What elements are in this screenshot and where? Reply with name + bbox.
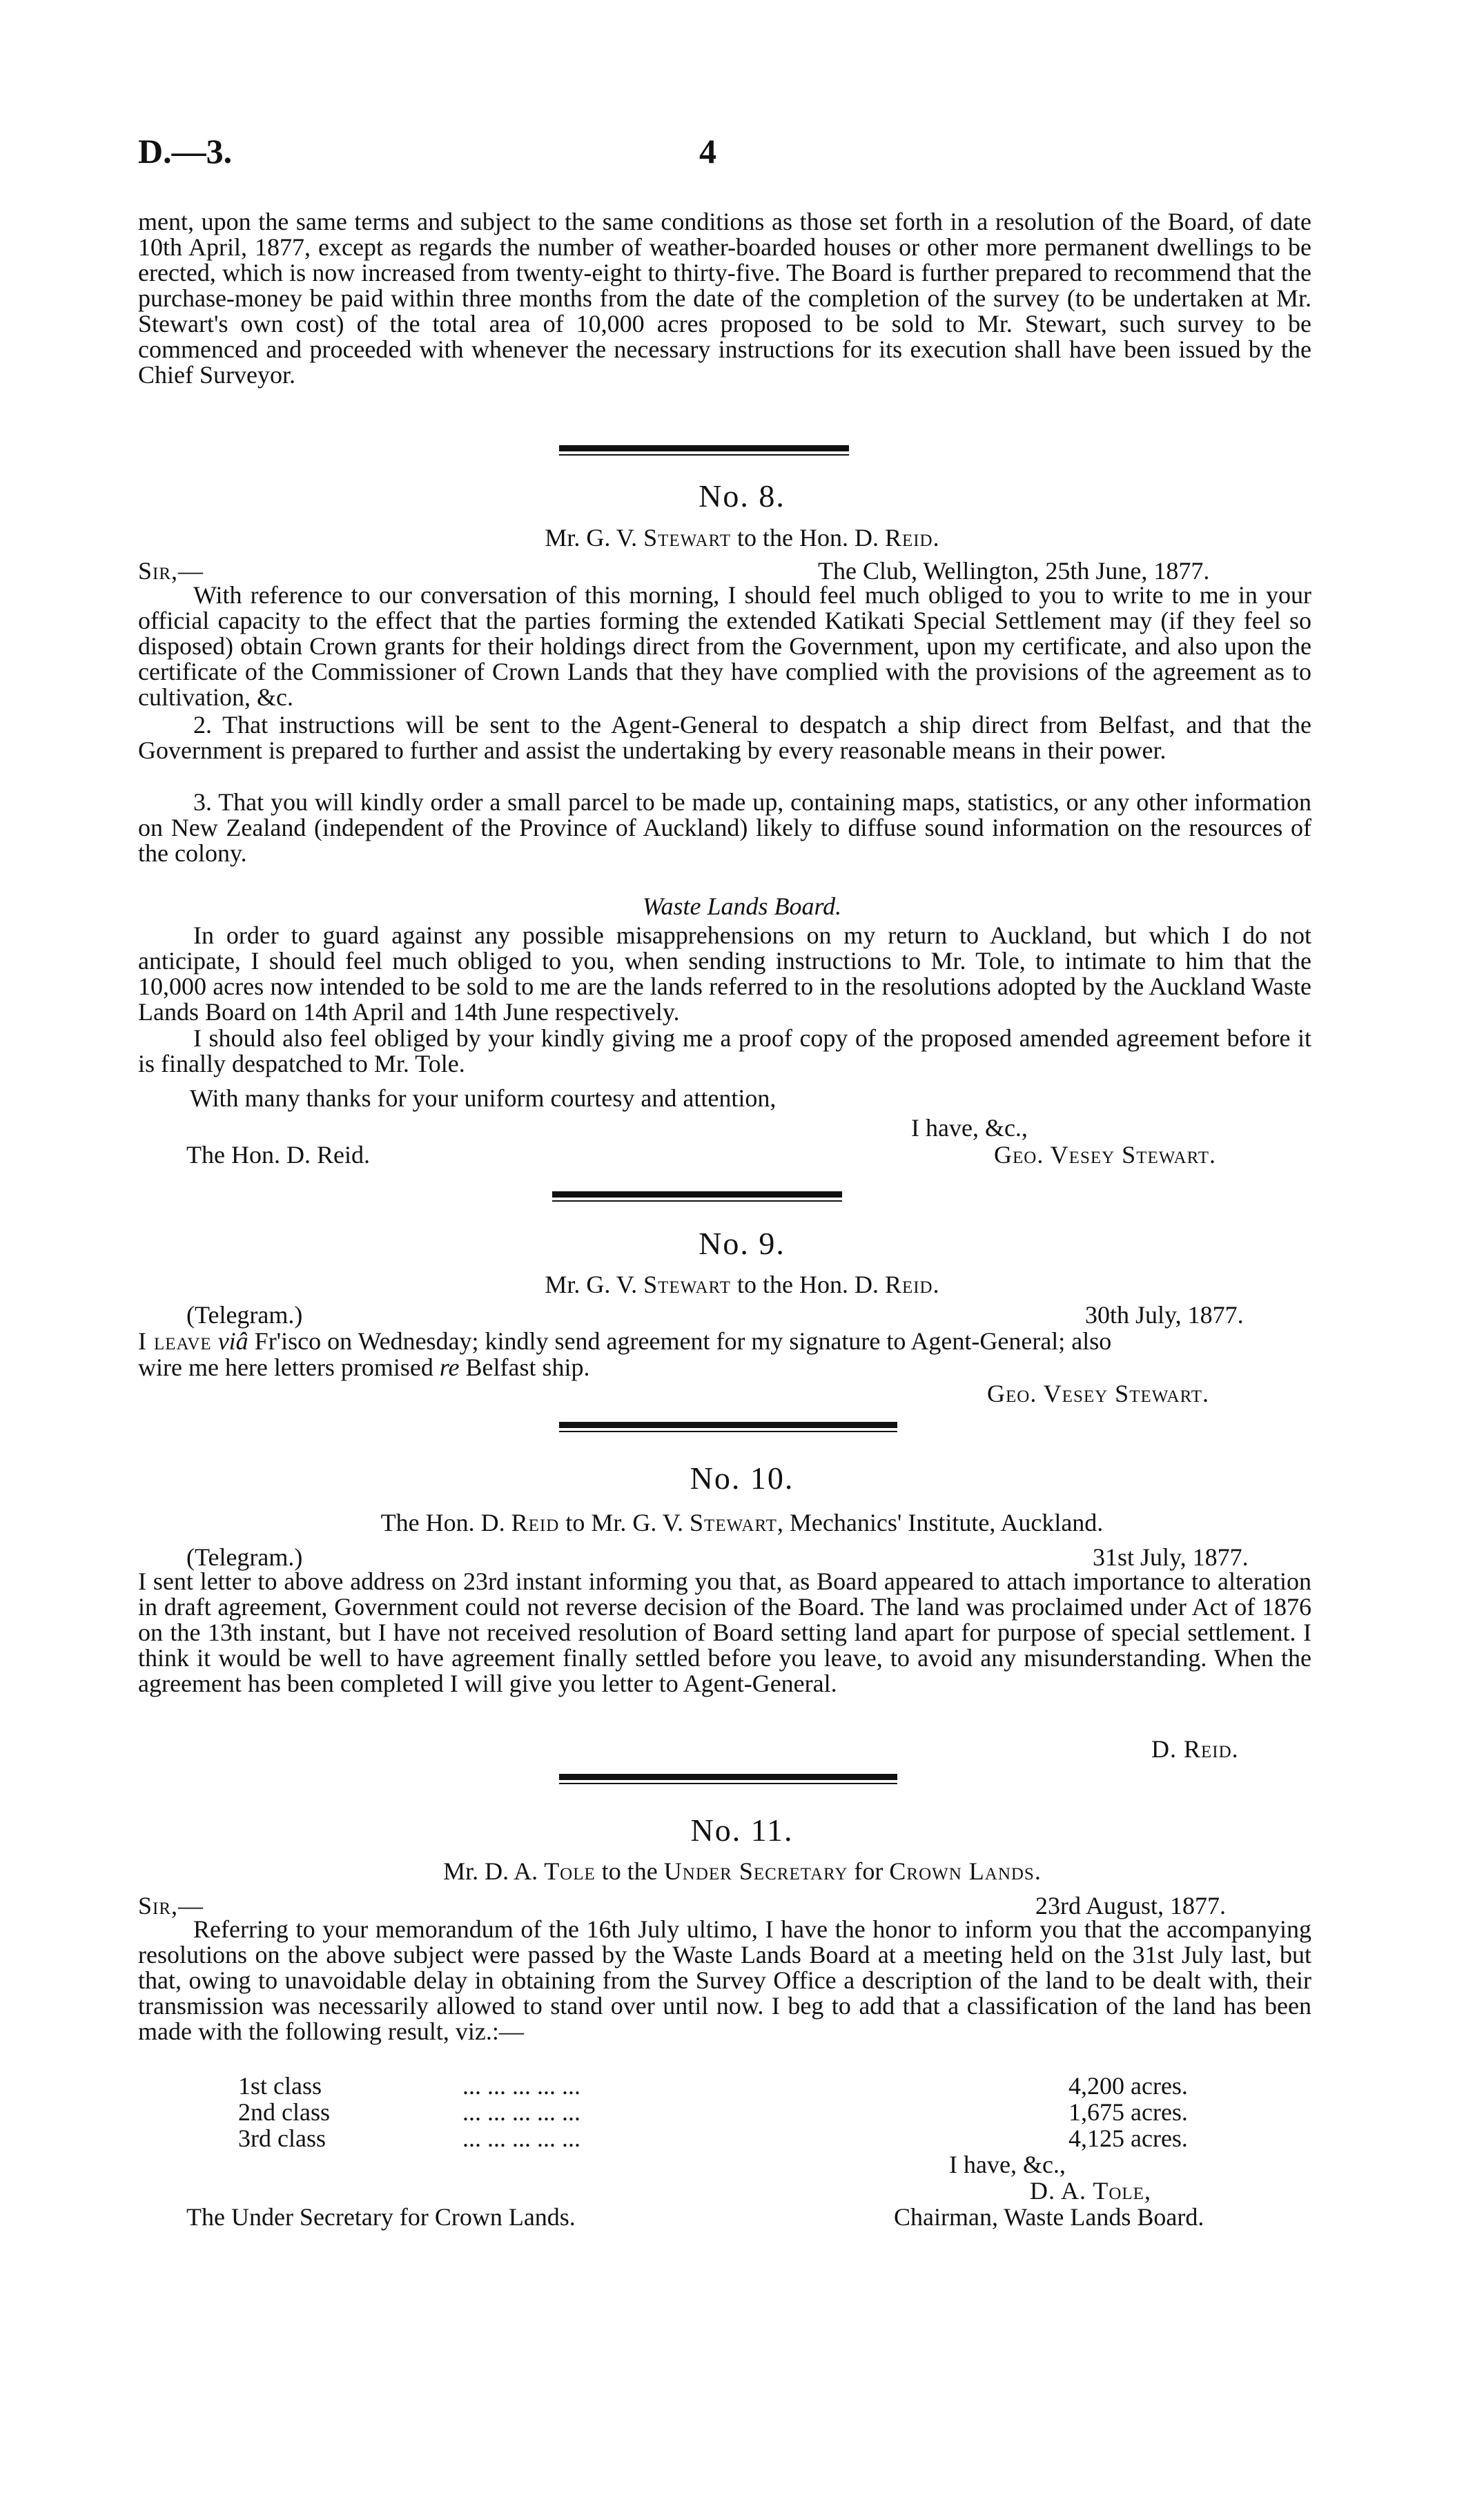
closing: I have, &c., xyxy=(949,2151,1066,2178)
class-label: 2nd class xyxy=(238,2098,330,2126)
salutation: Sir,— xyxy=(138,1892,204,1919)
document-code: D.—3. xyxy=(138,132,233,170)
section-rule xyxy=(559,1422,897,1428)
letter-subtitle-9: Mr. G. V. Stewart to the Hon. D. Reid. xyxy=(545,1271,939,1298)
class-label: 3rd class xyxy=(238,2124,326,2152)
telegram-body-line-2: wire me here letters promised re Belfast ship. xyxy=(138,1354,590,1381)
section-heading: Waste Lands Board. xyxy=(642,892,842,920)
addressee: The Hon. D. Reid. xyxy=(186,1141,370,1169)
telegram-body: I sent letter to above address on 23rd instant informing you that, as Board appeared to attach importance to alteration in draft agreement, Government could not reverse decision of the Board. The land was proclaimed under Act of 1876 on the 13th instant, but I have not received resolution of Board setting land apart for purpose of special settlement. I think it would be well to have agreement finally settled before you leave, to avoid any misunderstanding. When the agreement has been completed I will give you letter to Agent-General. xyxy=(138,1567,1311,1697)
letter-paragraph: 3. That you will kindly order a small parcel to be made up, containing maps, statistics, or any other information on New Zealand (independent of the Province of Auckland) likely to diffuse sound information on the resources of the colony. xyxy=(138,788,1311,867)
letter-paragraph: With many thanks for your uniform courtesy and attention, xyxy=(190,1084,777,1112)
signature: D. Reid. xyxy=(1151,1735,1239,1763)
class-value: 4,200 acres. xyxy=(1068,2072,1188,2100)
telegram-body-line-1: I leave viâ Fr'isco on Wednesday; kindly send agreement for my signature to Agent-General; also xyxy=(138,1327,1112,1355)
class-value: 1,675 acres. xyxy=(1068,2098,1188,2126)
page-number: 4 xyxy=(699,132,716,170)
section-rule xyxy=(559,445,849,451)
letter-paragraph: With reference to our conversation of this morning, I should feel much obliged to you to write to me in your official capacity to the effect that the parties forming the extended Katikati Special Settlement may (if they feel so disposed) obtain Crown grants for their holdings direct from the Government, upon my certificate, and also upon the certificate of the Commissioner of Crown Lands that they have complied with the provisions of the agreement as to cultivation, &c. xyxy=(138,581,1311,711)
section-rule xyxy=(552,1191,842,1198)
letter-subtitle-10: The Hon. D. Reid to Mr. G. V. Stewart, Mechanics' Institute, Auckland. xyxy=(380,1509,1104,1536)
signature: Geo. Vesey Stewart. xyxy=(994,1141,1217,1169)
class-value: 4,125 acres. xyxy=(1068,2124,1188,2152)
letter-number-8: No. 8. xyxy=(699,478,785,514)
telegram-label: (Telegram.) xyxy=(186,1301,303,1329)
letter-paragraph: Referring to your memorandum of the 16th July ultimo, I have the honor to inform you that the accompanying resolutions on the above subject were passed by the Waste Lands Board at a meeting held on the 31st July last, but that, owing to unavoidable delay in obtaining from the Survey Office a description of the land to be dealt with, their transmission was necessarily allowed to stand over until now. I beg to add that a classification of the land has been made with the following result, viz.:— xyxy=(138,1915,1311,2045)
salutation: Sir,— xyxy=(138,557,204,585)
letter-number-9: No. 9. xyxy=(699,1226,785,1261)
letter-date: 23rd August, 1877. xyxy=(1035,1892,1227,1919)
letter-paragraph: In order to guard against any possible misapprehensions on my return to Auckland, but which I do not anticipate, I should feel much obliged to you, when sending instructions to Mr. Tole, to intimate to him that the 10,000 acres now intended to be sold to me are the lands referred to in the resolutions adopted by the Auckland Waste Lands Board on 14th April and 14th June respectively. xyxy=(138,921,1311,1026)
addressee: The Under Secretary for Crown Lands. xyxy=(186,2203,576,2231)
signature-name: D. A. Tole, xyxy=(1030,2177,1151,2205)
letter-paragraph: 2. That instructions will be sent to the Agent-General to despatch a ship direct from Belfast, and that the Government is prepared to further and assist the undertaking by every reasonable means in their power. xyxy=(138,711,1311,764)
letter-number-10: No. 10. xyxy=(690,1460,794,1496)
section-rule xyxy=(559,1774,897,1780)
signature: Geo. Vesey Stewart. xyxy=(987,1380,1210,1407)
telegram-date: 30th July, 1877. xyxy=(1085,1301,1244,1329)
telegram-date: 31st July, 1877. xyxy=(1093,1543,1249,1571)
closing: I have, &c., xyxy=(911,1114,1028,1142)
letter-subtitle-11: Mr. D. A. Tole to the Under Secretary for Crown Lands. xyxy=(443,1857,1041,1885)
letter-number-11: No. 11. xyxy=(690,1813,794,1848)
signature-title: Chairman, Waste Lands Board. xyxy=(894,2203,1204,2231)
letter-paragraph: I should also feel obliged by your kindly giving me a proof copy of the proposed amended agreement before it is finally despatched to Mr. Tole. xyxy=(138,1024,1311,1077)
leader-dots: ... ... ... ... ... xyxy=(462,2072,580,2100)
leader-dots: ... ... ... ... ... xyxy=(462,2098,580,2126)
class-label: 1st class xyxy=(238,2072,322,2100)
leader-dots: ... ... ... ... ... xyxy=(462,2124,580,2152)
letter-subtitle-8: Mr. G. V. Stewart to the Hon. D. Reid. xyxy=(545,524,939,551)
telegram-label: (Telegram.) xyxy=(186,1543,303,1571)
dateline: The Club, Wellington, 25th June, 1877. xyxy=(818,557,1210,585)
intro-paragraph: ment, upon the same terms and subject to the same conditions as those set forth in a resolution of the Board, of date 10th April, 1877, except as regards the number of weather-boarded houses or other more permanent dwellings to be erected, which is now increased from twenty-eight to thirty-five. The Board is further prepared to recommend that the purchase-money be paid within three months from the date of the completion of the survey (to be undertaken at Mr. Stewart's own cost) of the total area of 10,000 acres proposed to be sold to Mr. Stewart, such survey to be commenced and proceeded with whenever the necessary instructions for its execution shall have been issued by the Chief Surveyor. xyxy=(138,208,1311,389)
